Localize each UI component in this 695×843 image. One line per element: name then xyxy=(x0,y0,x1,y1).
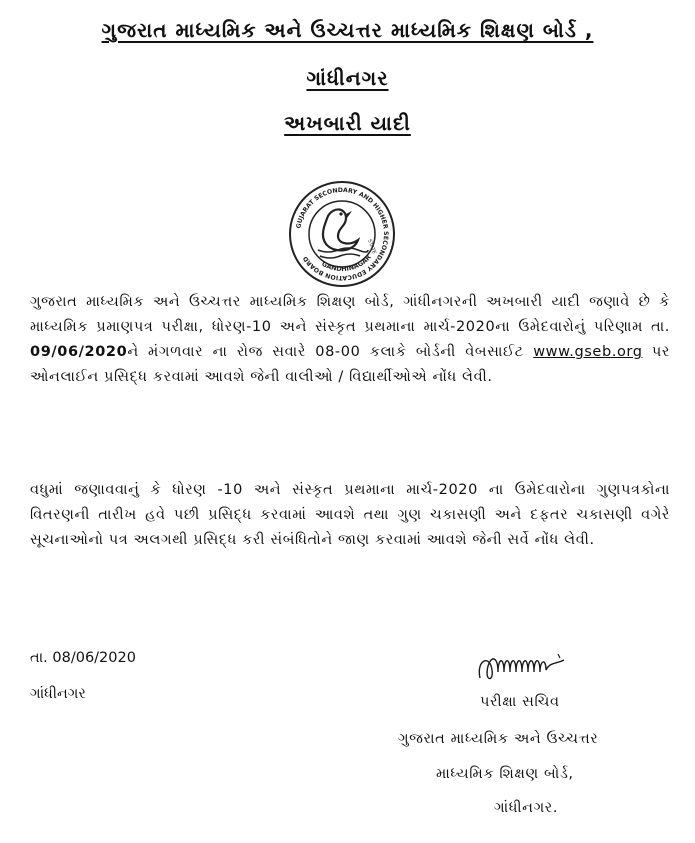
p1-text-c: પર ઓનલાઈન પ્રસિદ્ધ કરવામાં આવશે જેની વાલીઓ / વિદ્યાર્થીઓએ નોંધ લેવી. xyxy=(30,344,671,385)
p2-text: વધુમાં જણાવવાનું કે ધોરણ -10 અને સંસ્કૃત પ્રથમાના માર્ચ-2020 ના ઉમેદવારોના ગુણપત્રકોના વિતરણની તારીખ હવે પછી પ્રસિદ્ધ કરવામાં આવશે તથા ગુણ ચકાસણી અને દફતર ચકાસણી વગેરે સૂચનાઓનો પત્ર અલગથી પ્રસિદ્ધ કરી સંબંધિતોને જાણ કરવામાં આવશે જેની સર્વે નોંધ લેવી. xyxy=(30,482,670,548)
press-release-title-text: અખબારી યાદી xyxy=(284,111,411,135)
issue-place: ગાંધીનગર xyxy=(30,686,86,702)
signatory-line-2: માધ્યમિક શિક્ષણ બોર્ડ, xyxy=(436,766,574,782)
seal-state-text: STATE xyxy=(366,238,377,255)
board-seal-icon xyxy=(288,180,396,288)
signatory-line-1: ગુજરાત માધ્યમિક અને ઉચ્ચત્તર xyxy=(398,731,599,747)
board-name-heading xyxy=(0,18,695,42)
signatory-line-3: ગાંધીનગર. xyxy=(494,800,559,816)
signatory-title: પરીક્ષા સચિવ xyxy=(480,694,560,710)
result-date: 09/06/2020 xyxy=(30,344,128,360)
gseb-website-link[interactable]: www.gseb.org xyxy=(533,344,643,360)
city-heading xyxy=(0,66,695,90)
city-text: ગાંધીનગર xyxy=(306,66,389,90)
signature-icon xyxy=(474,648,574,688)
press-release-title xyxy=(0,111,695,135)
seal-ring-text: GUJARAT SECONDARY AND HIGHER SECONDARY EDUCATION BOARD xyxy=(295,186,390,282)
p1-text-a: ગુજરાત માધ્યમિક અને ઉચ્ચત્તર માધ્યમિક શિક્ષણ બોર્ડ, ગાંધીનગરની અખબારી યાદી જણાવે છે કે માધ્યમિક પ્રમાણપત્ર પરીક્ષા, ધોરણ-10 અને સંસ્કૃત પ્રથમાના માર્ચ-2020ના ઉમેદવારોનું પરિણામ તા. xyxy=(30,294,670,335)
issue-date: તા. 08/06/2020 xyxy=(30,650,136,666)
paragraph-result-announcement xyxy=(30,290,670,390)
board-name-text: ગુજરાત માધ્યમિક અને ઉચ્ચત્તર માધ્યમિક શિક્ષણ બોર્ડ , xyxy=(101,18,594,42)
paragraph-marksheet-notice xyxy=(30,478,670,553)
p1-text-b: ને મંગળવાર ના રોજ સવારે 08-00 કલાકે બોર્ડની વેબસાઈટ xyxy=(127,344,524,360)
seal-city-text: GANDHINAGAR xyxy=(320,253,373,274)
